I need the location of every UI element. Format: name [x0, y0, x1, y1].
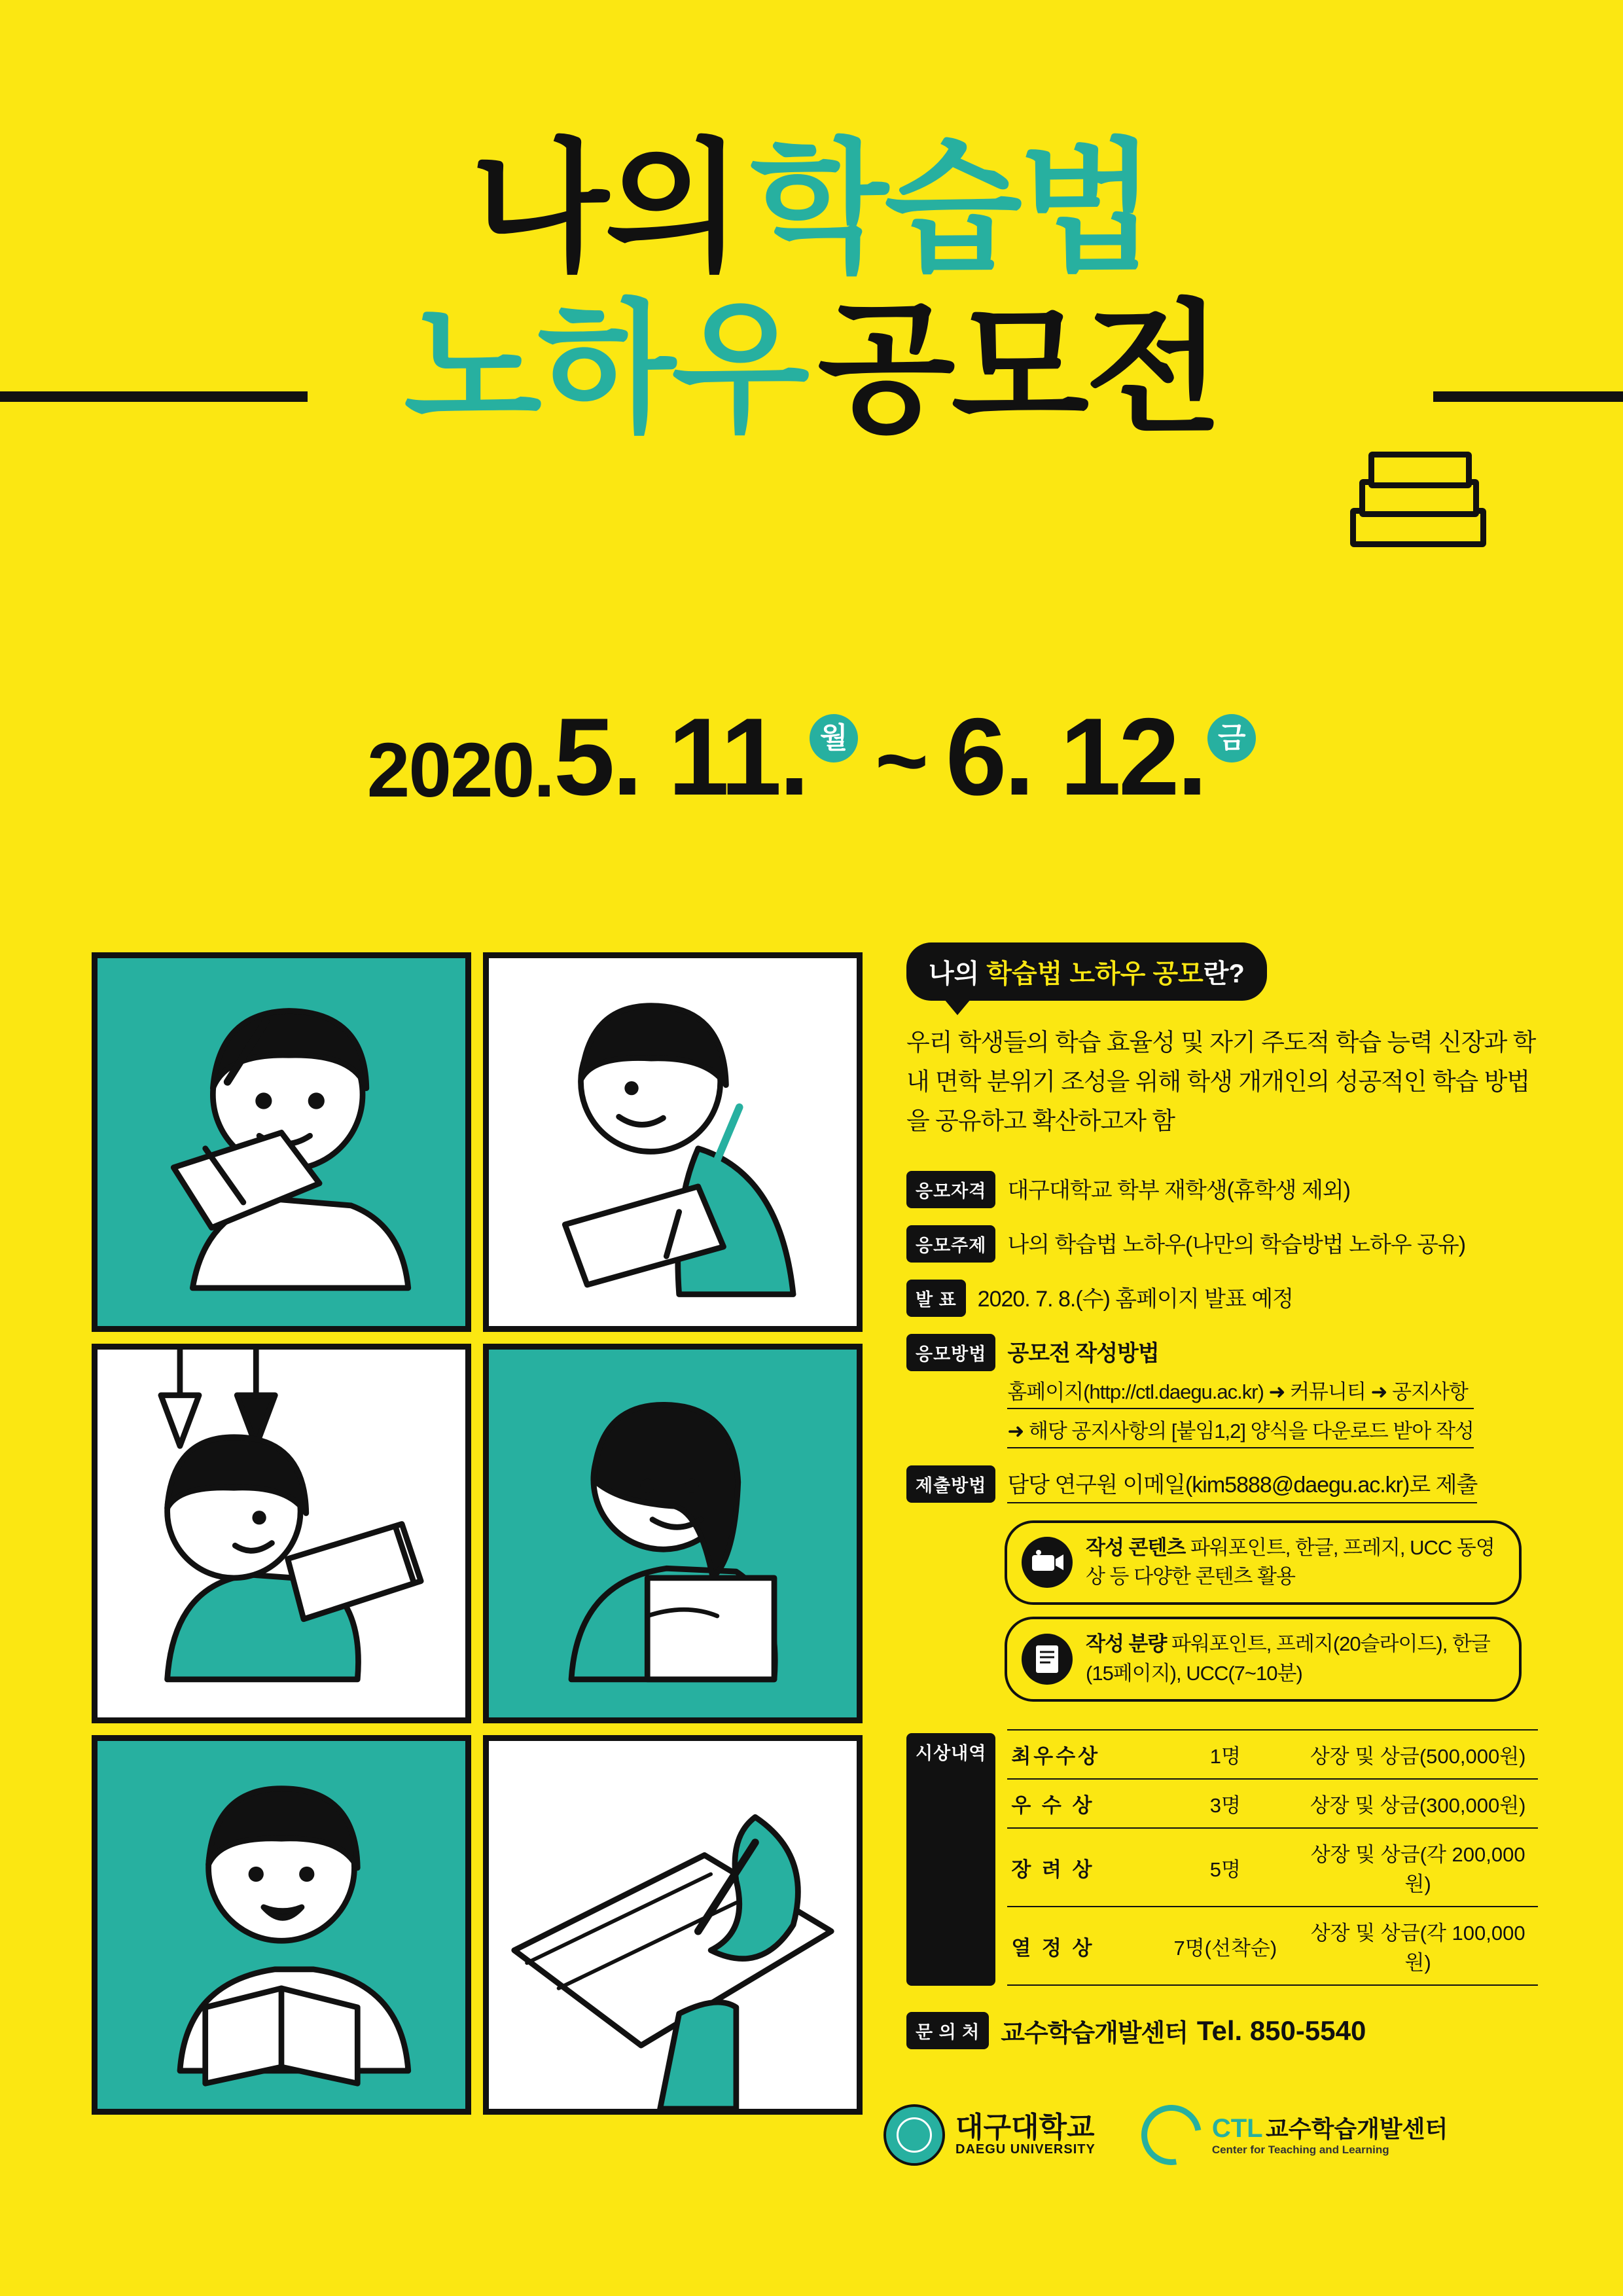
- callout-length: [1005, 1617, 1522, 1702]
- awards-table: [1007, 1729, 1538, 1986]
- row-subtext-2: ➜ 해당 공지사항의 [붙임1,2] 양식을 다운로드 받아 작성: [1007, 1416, 1474, 1448]
- info-headline-part1: 나의: [929, 960, 987, 988]
- info-headline-highlight: 학습법 노하우 공모: [986, 960, 1204, 988]
- info-row-topic: [906, 1225, 1538, 1263]
- row-subtext-1: 홈페이지(http://ctl.daegu.ac.kr) ➜ 커뮤니티 ➜ 공지사항: [1007, 1376, 1474, 1409]
- callout-label: 작성 분량: [1086, 1632, 1167, 1656]
- info-headline-part2: 란?: [1203, 960, 1245, 988]
- ctl-name-kr: 교수학습개발센터: [1266, 2115, 1448, 2142]
- date-year: 2020.: [366, 727, 554, 814]
- university-name-en: DAEGU UNIVERSITY: [955, 2142, 1096, 2157]
- callout-label: 작성 콘텐츠: [1086, 1535, 1186, 1559]
- callout-text: 파워포인트, 한글, 프레지, UCC 동영상 등 다양한 콘텐츠 활용: [1086, 1535, 1495, 1588]
- event-date: [0, 694, 1623, 820]
- row-text: 공모전 작성방법: [1007, 1340, 1159, 1366]
- title-line1-teal: 학습법: [750, 129, 1152, 288]
- date-separator: ~: [875, 709, 929, 812]
- illustration-grid: [92, 952, 864, 2126]
- ctl-abbr: CTL: [1211, 2113, 1263, 2143]
- camera-icon: [1022, 1537, 1073, 1588]
- date-end-weekday-badge: 금: [1207, 714, 1256, 762]
- university-logo: [883, 2104, 1096, 2166]
- row-text: 2020. 7. 8.(수) 홈페이지 발표 예정: [977, 1286, 1293, 1312]
- row-tag: 응모방법: [906, 1334, 995, 1371]
- table-row: [1007, 1730, 1538, 1779]
- award-prize: 상장 및 상금(각 100,000원): [1298, 1907, 1538, 1985]
- contact-phone: Tel. 850-5540: [1196, 2015, 1366, 2046]
- row-tag: 제출방법: [906, 1465, 995, 1503]
- info-intro: 우리 학생들의 학습 효율성 및 자기 주도적 학습 능력 신장과 학내 면학 분위기 조성을 위해 학생 개개인의 성공적인 학습 방법을 공유하고 확산하고자 함: [906, 1029, 1536, 1134]
- title-line-2: [0, 290, 1623, 449]
- title-line1-black: 나의: [471, 129, 739, 288]
- books-icon: [1345, 445, 1482, 543]
- university-seal-icon: [883, 2104, 945, 2166]
- award-prize: 상장 및 상금(각 200,000원): [1298, 1828, 1538, 1907]
- illustration-student-smiling-with-open-book: [92, 1735, 471, 2115]
- info-row-howto: [906, 1334, 1538, 1448]
- award-prize: 상장 및 상금(300,000원): [1298, 1779, 1538, 1828]
- award-prize: 상장 및 상금(500,000원): [1298, 1730, 1538, 1779]
- contact-office: 교수학습개발센터: [1001, 2020, 1188, 2048]
- date-start-weekday-badge: 월: [810, 714, 858, 762]
- award-count: 5명: [1152, 1828, 1298, 1907]
- info-rows: [906, 1171, 1538, 1503]
- table-row: [1007, 1779, 1538, 1828]
- contact-tag: 문 의 처: [906, 2012, 989, 2049]
- award-name: 장 려 상: [1007, 1828, 1152, 1907]
- award-name: 열 정 상: [1007, 1907, 1152, 1985]
- info-row-submit: [906, 1465, 1538, 1503]
- illustration-hand-writing-in-notebook: [483, 1735, 863, 2115]
- illustration-student-writing-notes: [483, 952, 863, 1332]
- date-end: 6. 12.: [945, 695, 1205, 818]
- illustration-student-reading-with-pen: [92, 952, 471, 1332]
- awards-tag: 시상내역: [906, 1733, 995, 1986]
- info-panel: [906, 942, 1538, 2049]
- ctl-name-en: Center for Teaching and Learning: [1211, 2143, 1389, 2156]
- university-name-kr: 대구대학교: [955, 2111, 1095, 2144]
- title-line-1: [0, 129, 1623, 288]
- row-text: 나의 학습법 노하우(나만의 학습방법 노하우 공유): [1007, 1232, 1466, 1257]
- document-icon: [1022, 1634, 1073, 1685]
- speech-tail: [944, 999, 971, 1015]
- award-count: 1명: [1152, 1730, 1298, 1779]
- ctl-swirl-icon: [1130, 2093, 1213, 2177]
- row-tag: 응모주제: [906, 1225, 995, 1263]
- contact-row: [906, 2012, 1538, 2049]
- info-headline: [906, 942, 1267, 1001]
- info-row-announcement: [906, 1280, 1538, 1317]
- table-row: [1007, 1907, 1538, 1985]
- award-count: 7명(선착순): [1152, 1907, 1298, 1985]
- award-count: 3명: [1152, 1779, 1298, 1828]
- awards-section: [906, 1729, 1538, 1986]
- award-name: 우 수 상: [1007, 1779, 1152, 1828]
- poster-title: [0, 129, 1623, 449]
- title-line2-black: 공모전: [817, 290, 1219, 449]
- table-row: [1007, 1828, 1538, 1907]
- award-name: 최우수상: [1007, 1730, 1152, 1779]
- row-text: 대구대학교 학부 재학생(휴학생 제외): [1007, 1177, 1350, 1203]
- date-start: 5. 11.: [554, 695, 808, 818]
- title-line2-teal: 노하우: [404, 290, 806, 449]
- ctl-logo: [1141, 2105, 1448, 2165]
- callout-text: 파워포인트, 프레지(20슬라이드), 한글(15페이지), UCC(7~10분): [1086, 1632, 1490, 1685]
- row-tag: 발 표: [906, 1280, 966, 1317]
- row-tag: 응모자격: [906, 1171, 995, 1208]
- footer-logos: [883, 2104, 1538, 2166]
- illustration-student-reading-on-subway: [92, 1344, 471, 1723]
- callout-contents: [1005, 1520, 1522, 1605]
- row-text: 담당 연구원 이메일(kim5888@daegu.ac.kr)로 제출: [1007, 1465, 1477, 1503]
- info-row-eligibility: [906, 1171, 1538, 1208]
- illustration-student-holding-book: [483, 1344, 863, 1723]
